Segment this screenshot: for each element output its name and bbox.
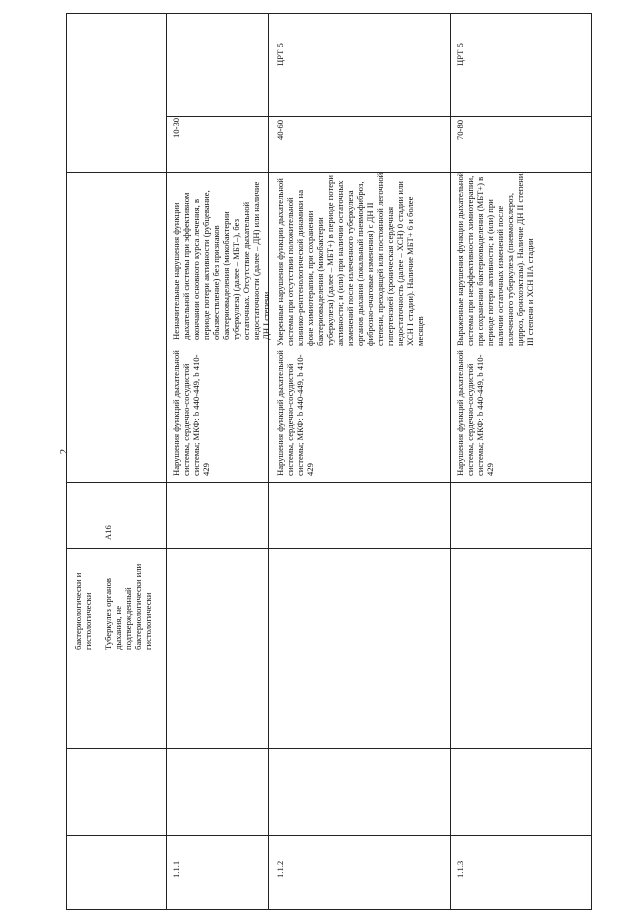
percent-value: 10-30: [171, 117, 181, 138]
disorder-text: Нарушения функций дыхательной системы, сердечно-сосудистой системы; МКФ: b 440-449, b 410-429: [275, 350, 315, 476]
percent-value: 40-60: [275, 119, 285, 140]
table-frame: [66, 13, 592, 910]
note-value: ЦРТ 5: [455, 43, 465, 66]
row-divider: [268, 13, 269, 910]
prev-subheader-text: Туберкулез органов дыхания, не подтвержденный бактериологически или гистологически: [103, 563, 153, 650]
icd-code: A16: [103, 525, 113, 540]
disorder-text: Нарушения функций дыхательной системы, сердечно-сосудистой системы; МКФ: b 440-449, b 410-429: [171, 350, 211, 476]
column-divider: [66, 835, 592, 836]
row-number: 1.1.2: [275, 860, 285, 878]
column-divider: [66, 548, 592, 549]
row-number: 1.1.3: [455, 860, 465, 878]
criteria-text: Незначительные нарушения функции дыхательной системы при эффективном окончании основного курса лечения, в периоде потери активности (рубцевание, обызвествление) без признаков бактериовыделения (микобактерии туберкулеза) (далее – МБТ–), без остаточных. Отсутствие дыхательной недостаточности (далее – ДН) или наличие ДН I степени: [171, 181, 271, 340]
column-divider: [66, 748, 592, 749]
disorder-text: Нарушения функций дыхательной системы, сердечно-сосудистой системы; МКФ: b 440-449, b 410-429: [455, 350, 495, 476]
prev-header-text: бактериологически и гистологически: [73, 572, 93, 650]
percent-value: 70-80: [455, 119, 465, 140]
row-divider: [166, 13, 167, 910]
row-number: 1.1.1: [171, 860, 181, 878]
note-value: ЦРТ 5: [275, 43, 285, 66]
criteria-text: Выраженные нарушения функции дыхательной системы при неэффективности химиотерапии, при сохранении бактериовыделения (МБТ+) в периоде потери активности; и (или) при наличии остаточных изменений после излеченного туберкулеза (пневмосклероз, цирроз, бронхоэктазы). Наличие ДН II степени, III степени и ХСН IIА стадии: [455, 171, 535, 346]
column-divider: [166, 116, 592, 117]
page-number: 2: [59, 449, 70, 454]
column-divider: [66, 482, 592, 483]
row-divider: [450, 13, 451, 910]
criteria-text: Умеренные нарушения функции дыхательной системы при отсутствии положительной клинико-рентгенологической динамики на фоне химиотерапии, при сохранении бактериовыделения (микобактерии туберкулеза) (далее – МБТ+) в периоде потери активности; и (или) при наличии остаточных изменений после излеченного туберкулеза органов дыхания (локальный пневмофиброз, фиброзно-очаговые изменения) с ДН II степени, преходящей или постоянной легочной гипертензией (хроническая сердечная недостаточность (далее – ХСН) 0 стадии или ХСН I стадии). Наличие МБТ+ 6 и более месяцев: [275, 172, 425, 346]
